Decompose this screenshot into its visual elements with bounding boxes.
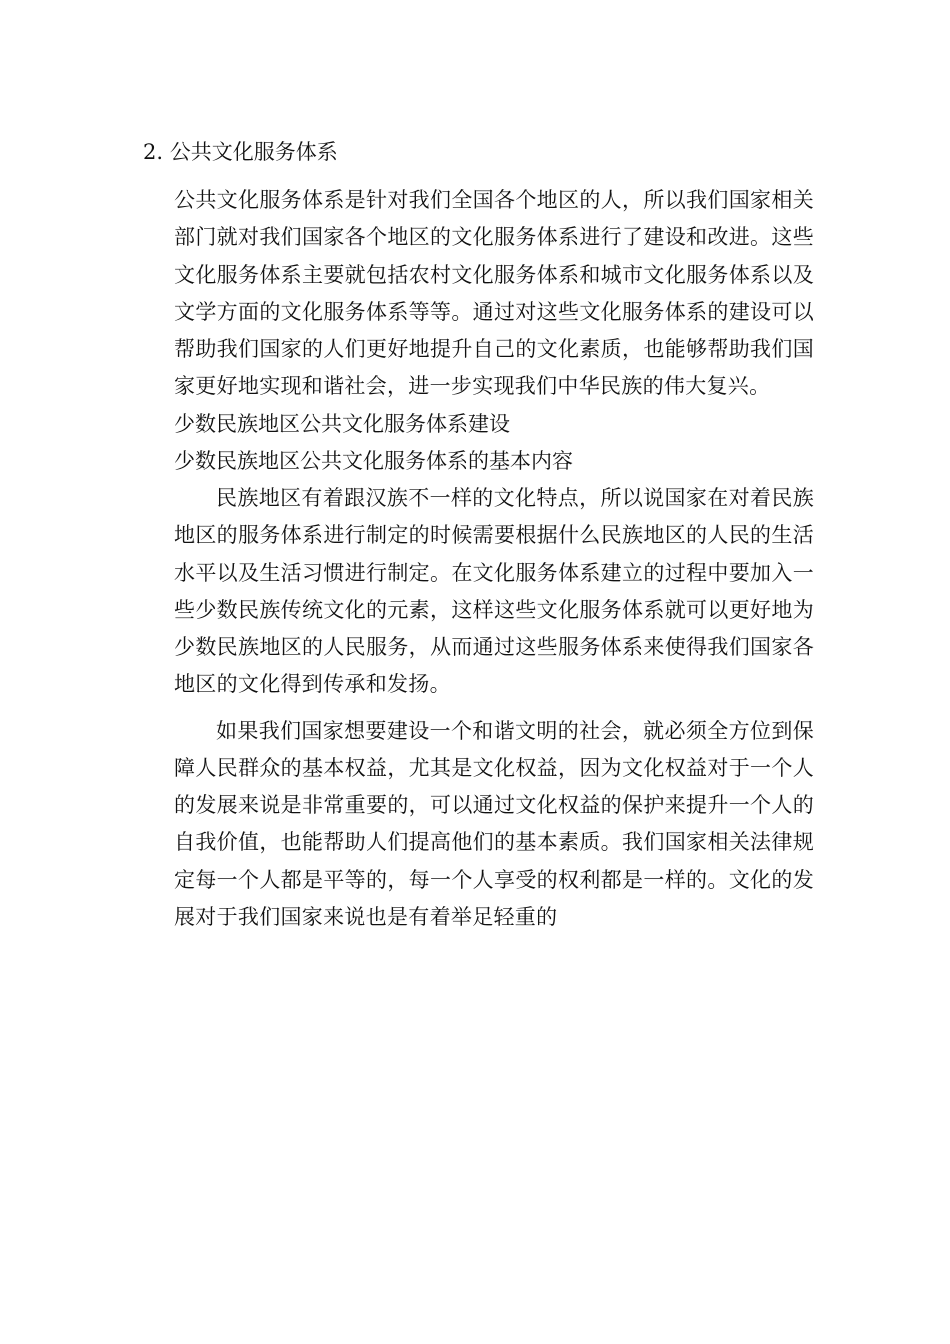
subheading: 少数民族地区公共文化服务体系建设 <box>174 411 510 436</box>
document-body <box>174 182 814 936</box>
paragraph: 公共文化服务体系是针对我们全国各个地区的人，所以我们国家相关部门就对我们国家各个地区的文化服务体系进行了建设和改进。这些文化服务体系主要就包括农村文化服务体系和城市文化服务体系以及文学方面的文化服务体系等等。通过对这些文化服务体系的建设可以帮助我们国家的人们更好地提升自己的文化素质，也能够帮助我们国家更好地实现和谐社会，进一步实现我们中华民族的伟大复兴。 <box>174 188 814 399</box>
paragraph: 民族地区有着跟汉族不一样的文化特点，所以说国家在对着民族地区的服务体系进行制定的时候需要根据什么民族地区的人民的生活水平以及生活习惯进行制定。在文化服务体系建立的过程中要加入一些少数民族传统文化的元素，这样这些文化服务体系就可以更好地为少数民族地区的人民服务，从而通过这些服务体系来使得我们国家各地区的文化得到传承和发扬。 <box>174 486 814 697</box>
paragraph: 如果我们国家想要建设一个和谐文明的社会，就必须全方位到保障人民群众的基本权益，尤其是文化权益，因为文化权益对于一个人的发展来说是非常重要的，可以通过文化权益的保护来提升一个人的自我价值，也能帮助人们提高他们的基本素质。我们国家相关法律规定每一个人都是平等的，每一个人享受的权利都是一样的。文化的发展对于我们国家来说也是有着举足轻重的 <box>174 718 814 929</box>
subheading: 少数民族地区公共文化服务体系的基本内容 <box>174 448 573 473</box>
section-heading: 2. 公共文化服务体系 <box>143 140 338 164</box>
